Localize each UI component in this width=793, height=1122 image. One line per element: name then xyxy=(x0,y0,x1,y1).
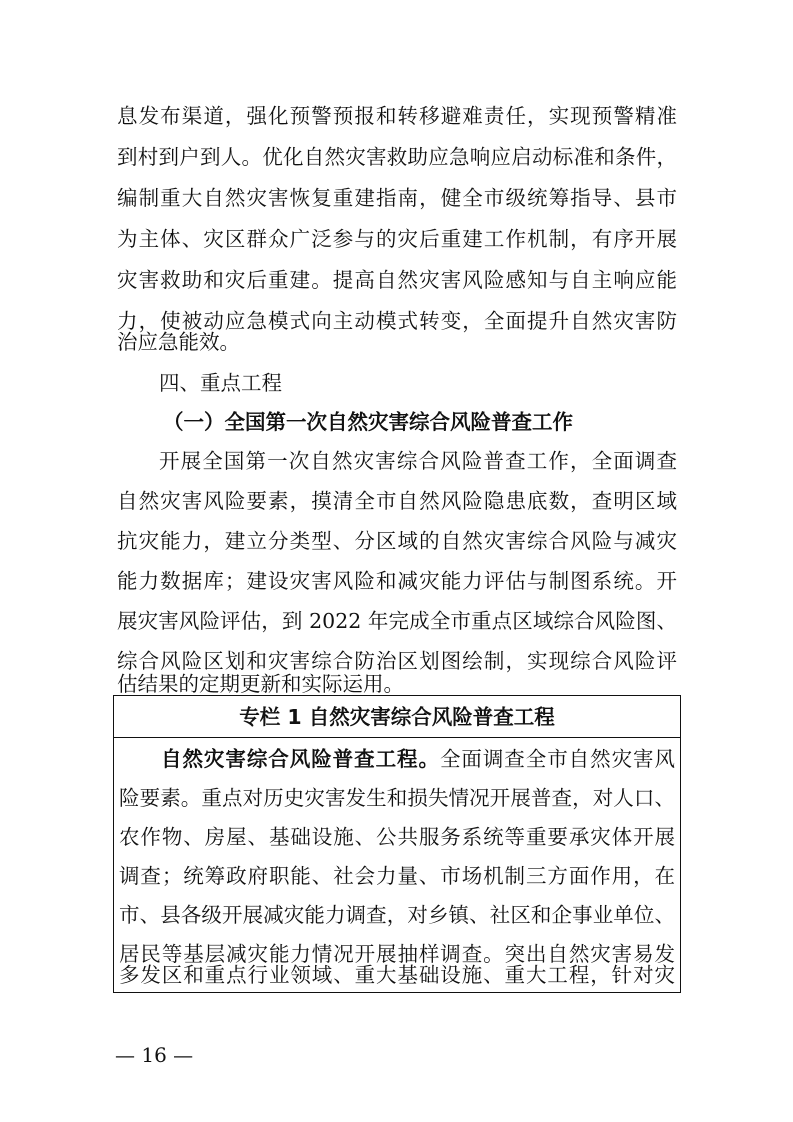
paragraph-line: 综合风险区划和灾害综合防治区划图绘制，实现综合风险评 xyxy=(117,649,677,673)
paragraph-line: 息发布渠道，强化预警预报和转移避难责任，实现预警精准 xyxy=(117,104,677,128)
box-lead-rest: 全面调查全市自然灾害风 xyxy=(439,747,676,771)
box-line: 多发区和重点行业领域、重大基础设施、重大工程，针对灾 xyxy=(119,963,675,987)
paragraph-line: 灾害救助和灾后重建。提高自然灾害风险感知与自主响应能 xyxy=(117,268,677,292)
paragraph-line: 力，使被动应急模式向主动模式转变，全面提升自然灾害防 xyxy=(117,309,677,333)
box-line xyxy=(161,747,675,771)
paragraph-line: 开展全国第一次自然灾害综合风险普查工作，全面调查 xyxy=(159,449,677,473)
box-line: 调查；统筹政府职能、社会力量、市场机制三方面作用，在 xyxy=(119,864,675,888)
paragraph-line: 为主体、灾区群众广泛参与的灾后重建工作机制，有序开展 xyxy=(117,227,677,251)
paragraph-line: 能力数据库；建设灾害风险和减灾能力评估与制图系统。开 xyxy=(117,569,677,593)
box-lead-bold: 自然灾害综合风险普查工程。 xyxy=(161,747,440,771)
subsection-heading: （一）全国第一次自然灾害综合风险普查工作 xyxy=(163,410,573,434)
paragraph-line: 自然灾害风险要素，摸清全市自然风险隐患底数，查明区域 xyxy=(117,489,677,513)
paragraph-line: 展灾害风险评估，到 2022 年完成全市重点区域综合风险图、 xyxy=(117,609,677,633)
paragraph-line: 编制重大自然灾害恢复重建指南，健全市级统筹指导、县市 xyxy=(117,186,677,210)
box-line: 居民等基层减灾能力情况开展抽样调查。突出自然灾害易发 xyxy=(119,942,675,966)
box-line: 市、县各级开展减灾能力调查，对乡镇、社区和企事业单位、 xyxy=(119,903,675,927)
box-divider xyxy=(113,737,681,738)
page-number: — 16 — xyxy=(115,1043,194,1067)
paragraph-line: 估结果的定期更新和实际运用。 xyxy=(117,672,404,696)
section-heading: 四、重点工程 xyxy=(159,371,282,395)
box-line: 险要素。重点对历史灾害发生和损失情况开展普查，对人口、 xyxy=(119,786,675,810)
paragraph-line: 抗灾能力，建立分类型、分区域的自然灾害综合风险与减灾 xyxy=(117,529,677,553)
box-line: 农作物、房屋、基础设施、公共服务系统等重要承灾体开展 xyxy=(119,825,675,849)
paragraph-line: 治应急能效。 xyxy=(117,330,240,354)
paragraph-line: 到村到户到人。优化自然灾害救助应急响应启动标准和条件， xyxy=(117,145,677,169)
box-title: 专栏 1 自然灾害综合风险普查工程 xyxy=(239,705,555,729)
